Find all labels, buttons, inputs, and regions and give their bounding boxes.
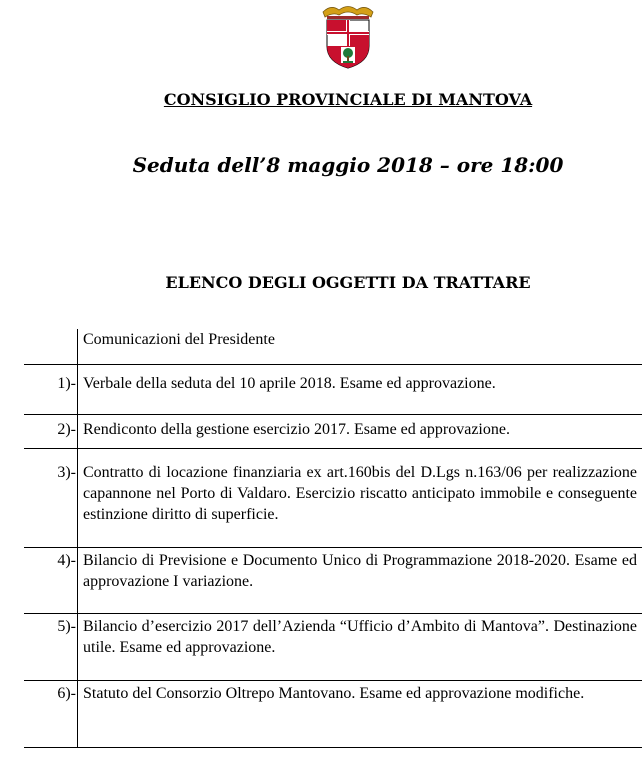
row-divider <box>24 364 642 365</box>
agenda-table <box>24 329 642 748</box>
agenda-item-text: Bilancio d’esercizio 2017 dell’Azienda “Ufficio d’Ambito di Mantova”. Destinazione utile. Esame ed approvazione. <box>83 618 637 656</box>
agenda-heading: ELENCO DEGLI OGGETTI DA TRATTARE <box>165 273 531 292</box>
session-date: Seduta dell’8 maggio 2018 – ore 18:00 <box>132 153 564 177</box>
row-divider <box>24 613 642 614</box>
coat-of-arms-icon <box>317 2 379 70</box>
council-title: CONSIGLIO PROVINCIALE DI MANTOVA <box>163 90 533 109</box>
agenda-item-text: Verbale della seduta del 10 aprile 2018. Esame ed approvazione. <box>83 375 496 392</box>
row-divider <box>24 448 642 449</box>
row-divider <box>24 680 642 681</box>
row-divider <box>24 747 642 748</box>
agenda-item-text: Statuto del Consorzio Oltrepo Mantovano. Esame ed approvazione modifiche. <box>83 685 585 702</box>
row-divider <box>24 414 642 415</box>
item-number: 5)- <box>57 618 76 635</box>
agenda-item-text: Bilancio di Previsione e Documento Unico di Programmazione 2018-2020. Esame ed approvazione I variazione. <box>83 552 637 590</box>
agenda-item-text: Contratto di locazione finanziaria ex art.160bis del D.Lgs n.163/06 per realizzazione capannone nel Porto di Valdaro. Esercizio riscatto anticipato immobile e conseguente estinzione diritto di superficie. <box>83 464 637 523</box>
column-divider <box>77 329 78 748</box>
item-number: 4)- <box>57 552 76 569</box>
row-divider <box>24 547 642 548</box>
item-number: 1)- <box>57 375 76 392</box>
agenda-intro: Comunicazioni del Presidente <box>83 331 275 348</box>
agenda-item-text: Rendiconto della gestione esercizio 2017. Esame ed approvazione. <box>83 421 510 438</box>
item-number: 2)- <box>57 421 76 438</box>
item-number: 3)- <box>57 464 76 481</box>
item-number: 6)- <box>57 685 76 702</box>
